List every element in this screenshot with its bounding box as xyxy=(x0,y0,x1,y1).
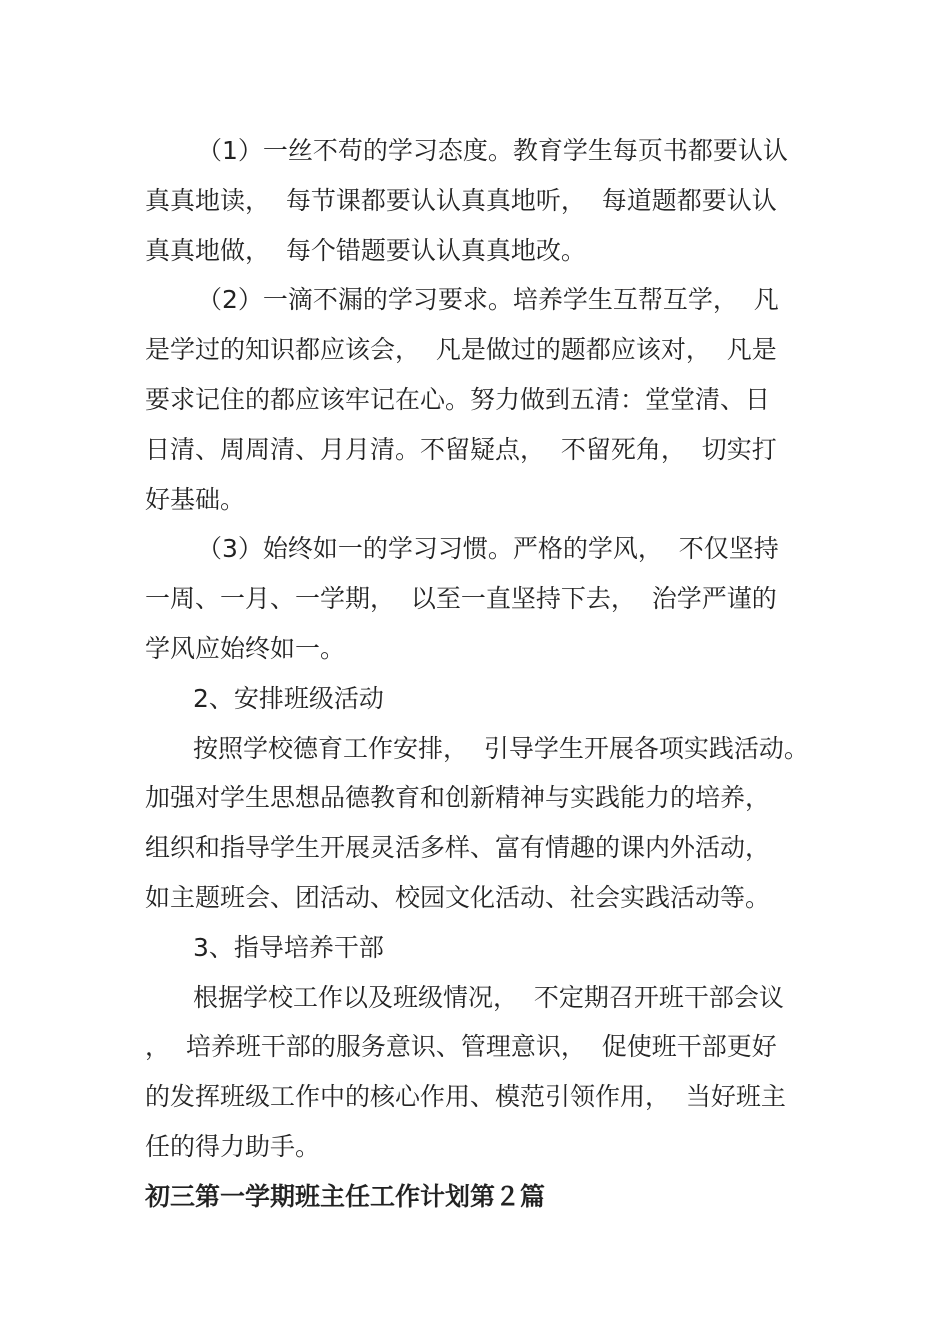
paragraph-4-line-1: 按照学校德育工作安排， 引导学生开展各项实践活动。 xyxy=(193,733,809,763)
paragraph-1-line-3: 真真地做， 每个错题要认认真真地改。 xyxy=(145,235,586,265)
document-body xyxy=(145,126,825,1222)
paragraph-2-line-3: 要求记住的都应该牢记在心。努力做到五清：堂堂清、日 xyxy=(145,384,771,414)
paragraph-3-line-2: 一周、一月、一学期， 以至一直坚持下去， 治学严谨的 xyxy=(145,584,777,614)
section-title: 初三第一学期班主任工作计划第２篇 xyxy=(145,1181,546,1211)
paragraph-5-line-3: 的发挥班级工作中的核心作用、模范引领作用， 当好班主 xyxy=(145,1082,786,1112)
paragraph-2-line-2: 是学过的知识都应该会， 凡是做过的题都应该对， 凡是 xyxy=(145,335,777,365)
paragraph-1-line-2: 真真地读， 每节课都要认认真真地听， 每道题都要认认 xyxy=(145,185,777,215)
paragraph-4-line-4: 如主题班会、团活动、校园文化活动、社会实践活动等。 xyxy=(145,882,771,912)
paragraph-5-line-2: ， 培养班干部的服务意识、管理意识， 促使班干部更好 xyxy=(145,1032,777,1062)
subheading-cadres: 3、指导培养干部 xyxy=(193,932,384,962)
paragraph-2-line-5: 好基础。 xyxy=(145,484,246,514)
paragraph-4-line-3: 组织和指导学生开展灵活多样、富有情趣的课内外活动， xyxy=(145,833,771,863)
paragraph-3-line-1: （3）始终如一的学习习惯。严格的学风， 不仅坚持 xyxy=(197,534,779,564)
paragraph-2-line-4: 日清、周周清、月月清。不留疑点， 不留死角， 切实打 xyxy=(145,434,777,464)
paragraph-3-line-3: 学风应始终如一。 xyxy=(145,633,346,663)
paragraph-5-line-4: 任的得力助手。 xyxy=(145,1131,321,1161)
subheading-activities: 2、安排班级活动 xyxy=(193,683,384,713)
paragraph-5-line-1: 根据学校工作以及班级情况， 不定期召开班干部会议 xyxy=(193,982,784,1012)
paragraph-4-line-2: 加强对学生思想品德教育和创新精神与实践能力的培养， xyxy=(145,783,771,813)
paragraph-1-line-1: （1）一丝不苟的学习态度。教育学生每页书都要认认 xyxy=(197,136,788,165)
paragraph-2-line-1: （2）一滴不漏的学习要求。培养学生互帮互学， 凡 xyxy=(197,285,779,315)
